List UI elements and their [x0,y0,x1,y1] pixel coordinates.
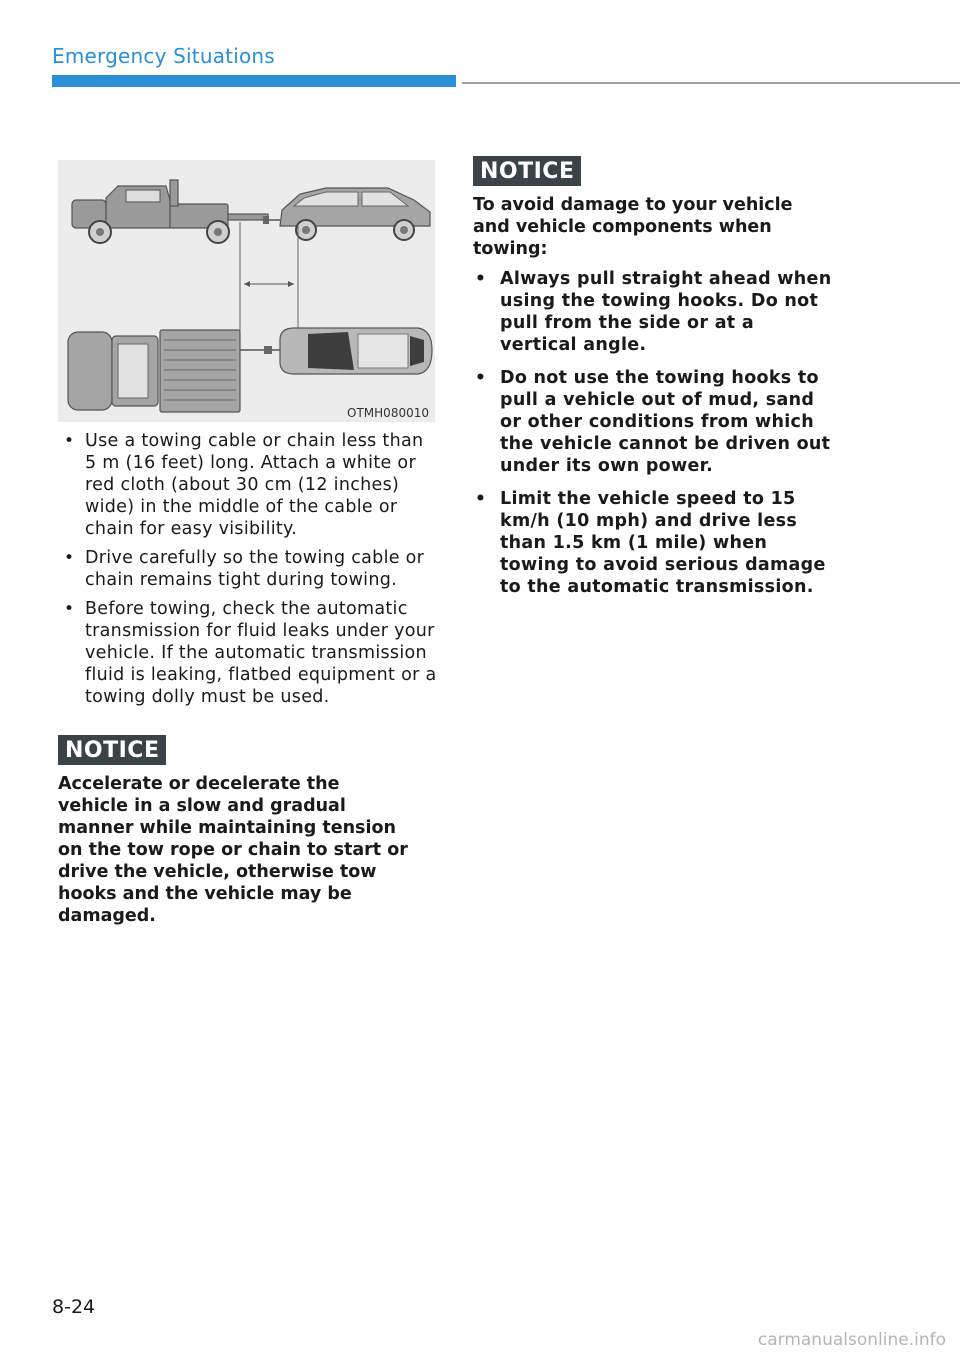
page-number: 8-24 [52,1296,96,1318]
notice-block-right [473,156,835,598]
right-column [473,156,835,609]
bullet-icon: • [64,431,75,451]
notice-text: Accelerate or decelerate the vehicle in a slow and gradual manner while maintaining tension on the tow rope or chain to start or drive the vehicle, otherwise tow hooks and the vehicle may be damaged. [58,774,408,926]
figure-code: OTMH080010 [347,406,429,420]
towing-diagram-icon [58,160,435,422]
header-accent-bar [52,75,456,87]
bullet-icon: • [64,548,75,568]
bullet-icon: • [475,269,487,289]
notice-badge: NOTICE [58,735,166,765]
notice-badge: NOTICE [473,156,581,186]
list-item: • Use a towing cable or chain less than 5 m (16 feet) long. Attach a white or red cloth (about 30 cm (12 inches) wide) in the middle of the cable or chain for easy visibility. [64,431,424,539]
bullet-icon: • [475,368,487,388]
section-title: Emergency Situations [52,44,275,68]
towing-instructions-list [58,430,438,708]
towing-illustration [58,160,435,422]
notice-block-left [58,735,438,927]
list-item: • Limit the vehicle speed to 15 km/h (10 mph) and drive less than 1.5 km (1 mile) when towing to avoid serious damage to the automatic transmission. [475,489,826,597]
watermark: carmanualsonline.info [757,1330,946,1350]
notice-intro: To avoid damage to your vehicle and vehicle components when towing: [473,195,793,259]
list-item: • Do not use the towing hooks to pull a vehicle out of mud, sand or other conditions from which the vehicle cannot be driven out under its own power. [475,368,831,476]
list-item: • Before towing, check the automatic transmission for fluid leaks under your vehicle. If the automatic transmission fluid is leaking, flatbed equipment or a towing dolly must be used. [64,599,437,707]
notice-list [473,268,835,598]
left-column [58,430,438,927]
list-item: • Always pull straight ahead when using the towing hooks. Do not pull from the side or at a vertical angle. [475,269,832,355]
bullet-icon: • [475,489,487,509]
list-item: • Drive carefully so the towing cable or chain remains tight during towing. [64,548,425,590]
bullet-icon: • [64,599,75,619]
header-rule [462,82,960,84]
